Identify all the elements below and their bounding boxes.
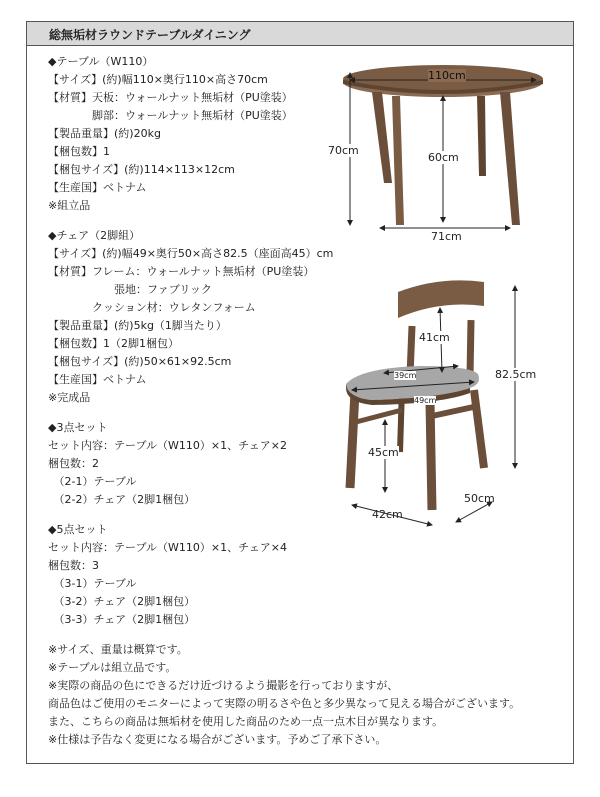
table-width-label: 110cm <box>428 69 466 82</box>
set-line: （2-2）チェア（2脚1梱包） <box>48 493 196 506</box>
spec-line: 張地：ファブリック <box>48 283 212 296</box>
spec-line: 【サイズ】(約)幅49×奥行50×高さ82.5（座面高45）cm <box>48 247 334 260</box>
spec-line: 【梱包数】1 <box>48 145 110 158</box>
page-title: 総無垢材ラウンドテーブルダイニング <box>49 28 251 42</box>
table-leg-height-label: 60cm <box>428 151 459 164</box>
spec-line: 【生産国】ベトナム <box>48 181 147 194</box>
set-line: （3-3）チェア（2脚1梱包） <box>48 613 196 626</box>
chair-seat-width-label: 49cm <box>414 396 437 405</box>
note-line: ※仕様は予告なく変更になる場合がございます。予めご了承下さい。 <box>48 733 387 746</box>
spec-line: 【製品重量】(約)5kg（1脚当たり） <box>48 319 227 332</box>
spec-line: ※完成品 <box>48 391 91 404</box>
set-line: セット内容：テーブル（W110）×1、チェア×2 <box>48 439 287 452</box>
set-line: 梱包数：2 <box>48 457 99 470</box>
spec-line: 脚部：ウォールナット無垢材（PU塗装） <box>48 109 293 122</box>
set-line: 梱包数：3 <box>48 559 99 572</box>
set-line: ◆5点セット <box>48 523 108 536</box>
spec-line: 【梱包サイズ】(約)114×113×12cm <box>48 163 235 176</box>
spec-line: 【材質】天板：ウォールナット無垢材（PU塗装） <box>48 91 293 104</box>
chair-depth-label: 50cm <box>464 492 495 505</box>
spec-line: 【梱包数】1（2脚1梱包） <box>48 337 179 350</box>
note-line: ※実際の商品の色にできるだけ近づけるよう撮影を行っておりますが、 <box>48 679 399 692</box>
set-line: （2-1）テーブル <box>48 475 137 488</box>
note-line: ※テーブルは組立品です。 <box>48 661 177 674</box>
table-leg-span-label: 71cm <box>431 230 462 243</box>
spec-line: 【生産国】ベトナム <box>48 373 147 386</box>
chair-seat-height-label: 45cm <box>368 446 399 459</box>
note-line: また、こちらの商品は無垢材を使用した商品のため一点一点木目が異なります。 <box>48 715 444 728</box>
spec-line: 【材質】フレーム：ウォールナット無垢材（PU塗装） <box>48 265 315 278</box>
spec-line: クッション材：ウレタンフォーム <box>48 301 256 314</box>
note-line: 商品色はご使用のモニターによって実際の明るさや色と多少異なって見える場合がございます。 <box>48 697 521 710</box>
spec-line: 【サイズ】(約)幅110×奥行110×高さ70cm <box>48 73 268 86</box>
set-line: （3-2）チェア（2脚1梱包） <box>48 595 196 608</box>
set-line: （3-1）テーブル <box>48 577 137 590</box>
chair-back-label: 41cm <box>419 331 450 344</box>
spec-line: ◆チェア（2脚組） <box>48 229 141 242</box>
chair-seat-depth-label: 39cm <box>394 371 417 380</box>
spec-line: 【梱包サイズ】(約)50×61×92.5cm <box>48 355 232 368</box>
chair-width-label: 42cm <box>372 508 403 521</box>
spec-line: 【製品重量】(約)20kg <box>48 127 161 140</box>
spec-line: ※組立品 <box>48 199 91 212</box>
note-line: ※サイズ、重量は概算です。 <box>48 643 188 656</box>
table-height-label: 70cm <box>328 144 359 157</box>
spec-line: ◆テーブル（W110） <box>48 55 154 68</box>
set-line: ◆3点セット <box>48 421 108 434</box>
set-line: セット内容：テーブル（W110）×1、チェア×4 <box>48 541 287 554</box>
chair-height-label: 82.5cm <box>495 368 537 381</box>
